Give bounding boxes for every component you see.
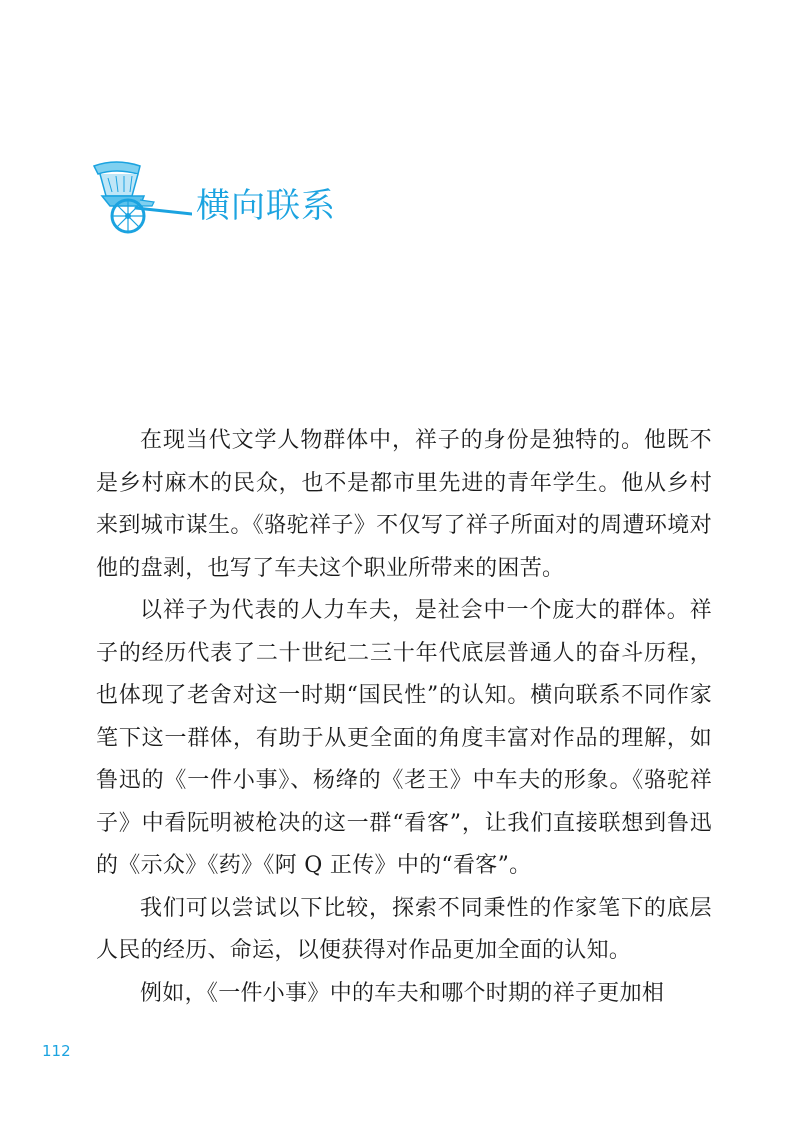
section-header (92, 160, 392, 240)
section-title: 横向联系 (196, 186, 336, 226)
rickshaw-icon (92, 160, 192, 240)
paragraph: 例如，《一件小事》中的车夫和哪个时期的祥子更加相 (140, 980, 665, 1006)
page-number: 112 (42, 1042, 71, 1060)
paragraph: 以祥子为代表的人力车夫，是社会中一个庞大的群体。祥子的经历代表了二十世纪二三十年代底层普通人的奋斗历程，也体现了老舍对这一时期“国民性”的认知。横向联系不同作家笔下这一群体，有助于从更全面的角度丰富对作品的理解，如鲁迅的《一件小事》、杨绛的《老王》中车夫的形象。《骆驼祥子》中看阮明被枪决的这一群“看客”，让我们直接联想到鲁迅的《示众》《药》《阿 Q 正传》中的“看客”。 (96, 598, 712, 878)
paragraph: 我们可以尝试以下比较，探索不同秉性的作家笔下的底层人民的经历、命运，以便获得对作品更加全面的认知。 (96, 895, 712, 963)
paragraph: 在现当代文学人物群体中，祥子的身份是独特的。他既不是乡村麻木的民众，也不是都市里先进的青年学生。他从乡村来到城市谋生。《骆驼祥子》不仅写了祥子所面对的周遭环境对他的盘剥，也写了车夫这个职业所带来的困苦。 (96, 428, 712, 581)
body-text (96, 420, 712, 1015)
